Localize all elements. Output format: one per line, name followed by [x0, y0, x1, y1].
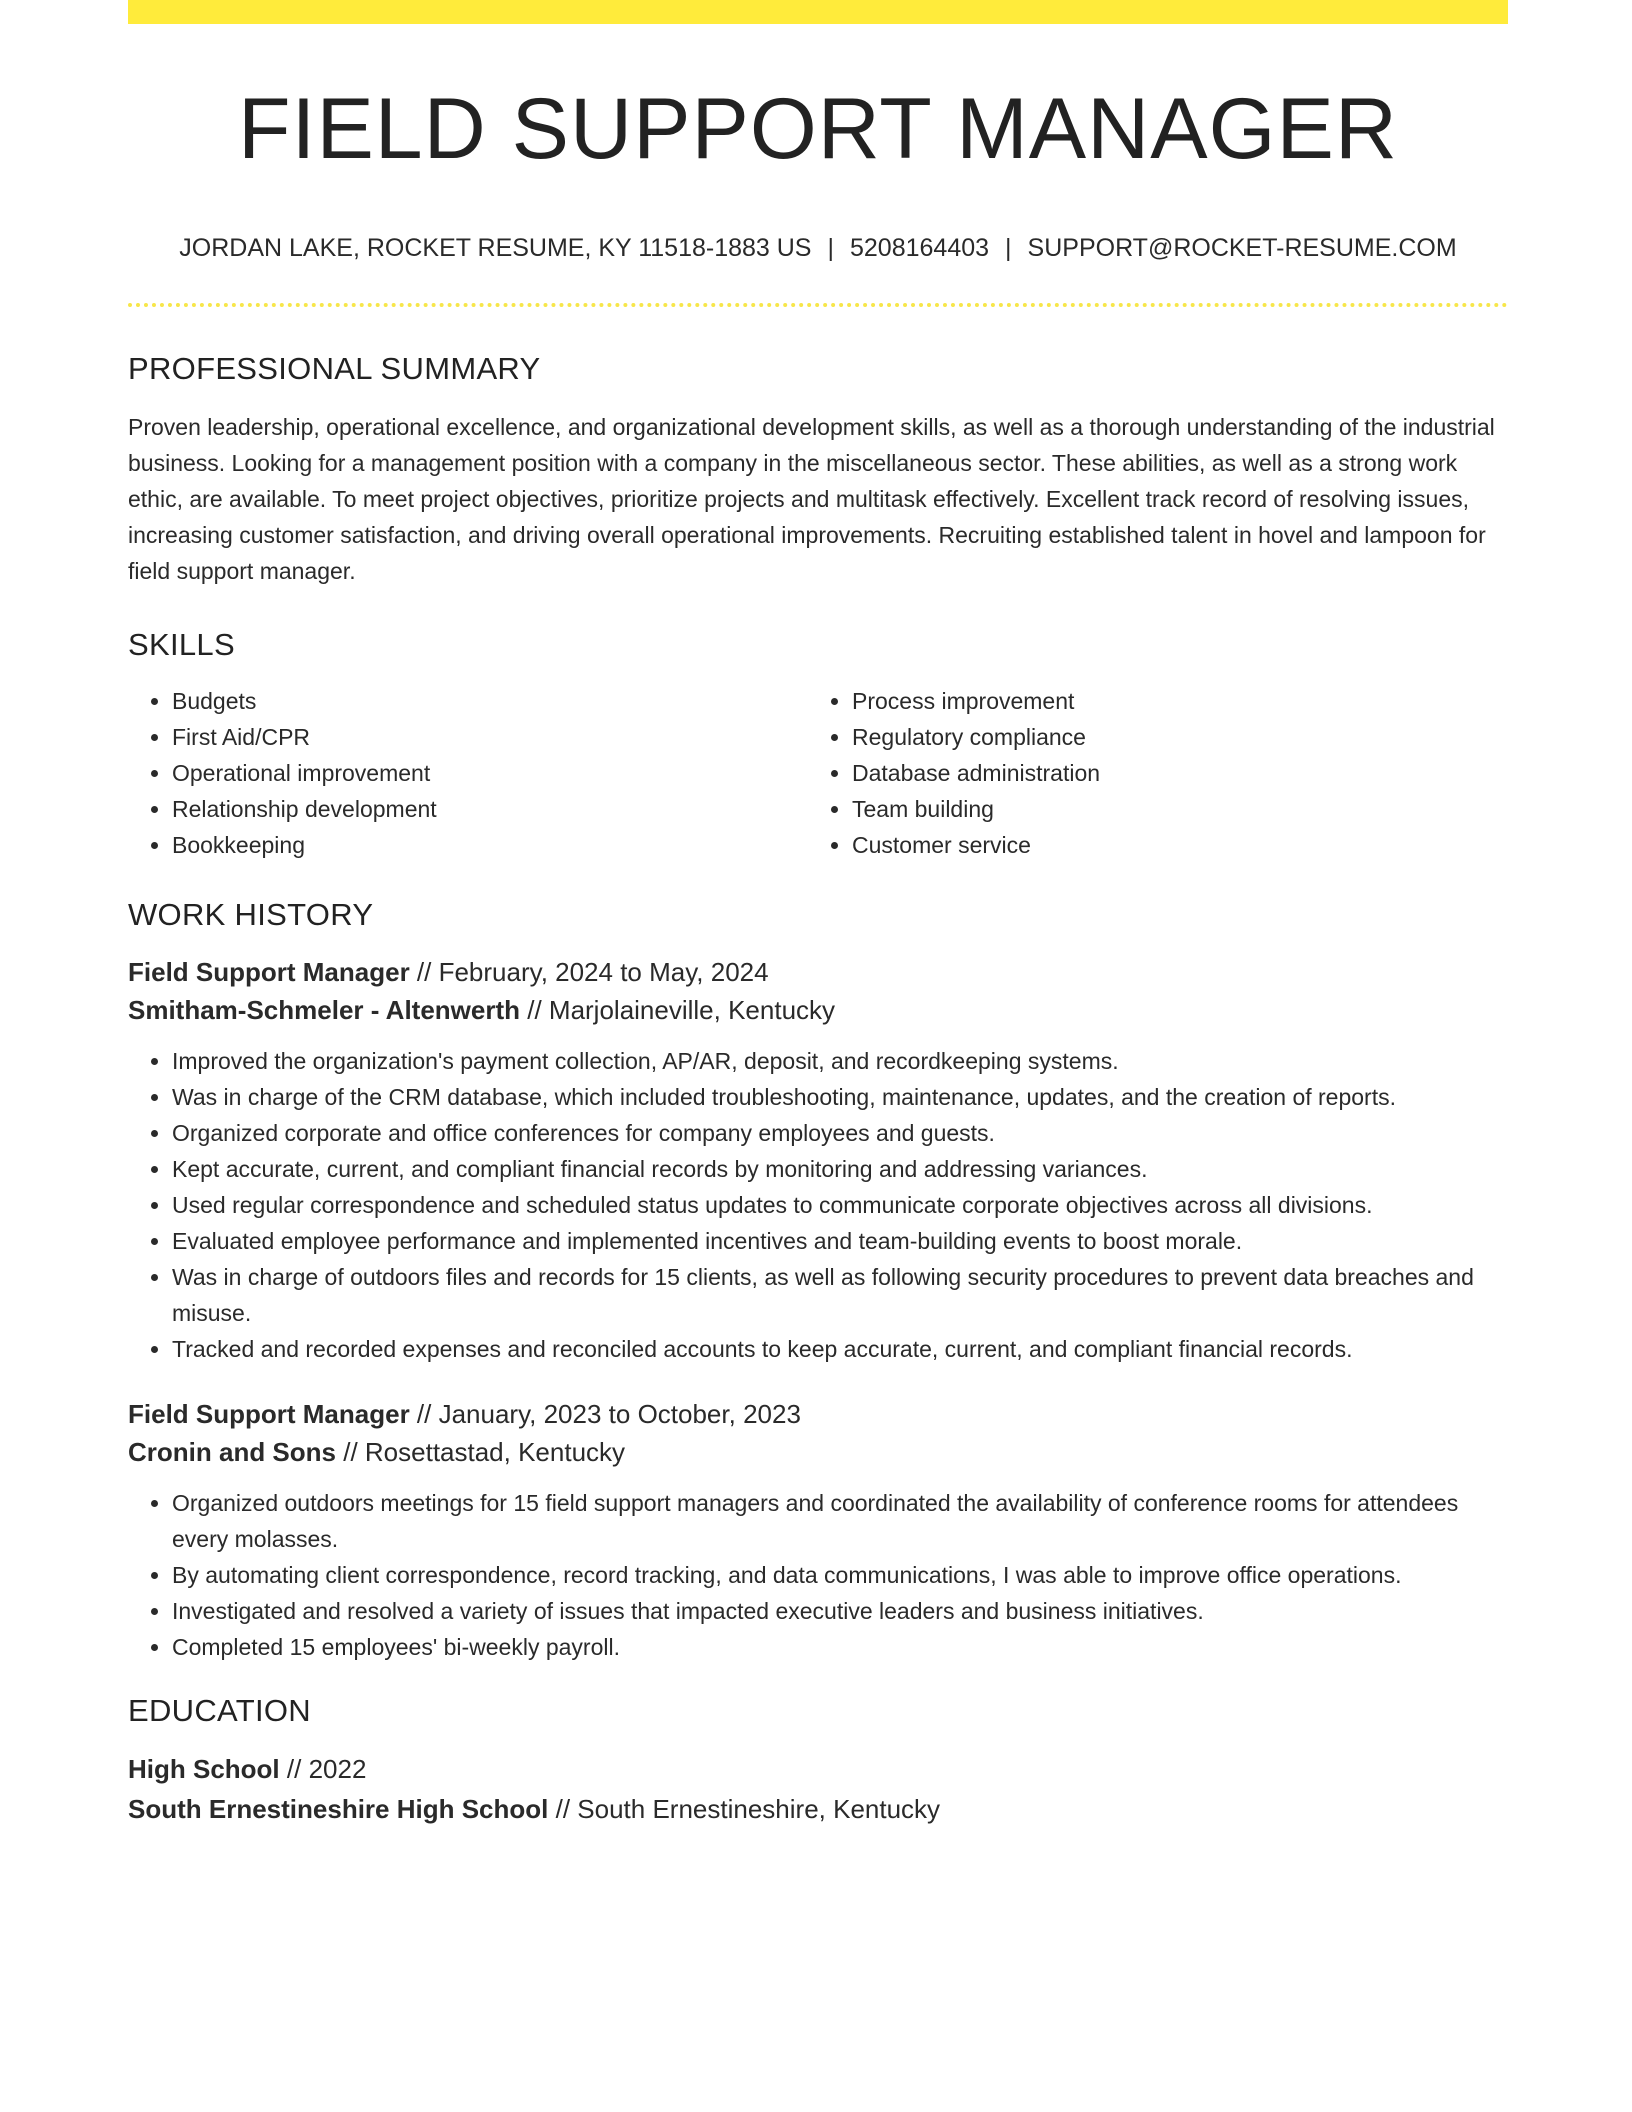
- skill-item: • First Aid/CPR: [172, 719, 808, 755]
- job-bullet: • Organized outdoors meetings for 15 field support managers and coordinated the availability of conference rooms for attendees every molasses.: [172, 1485, 1508, 1557]
- job-bullet: • Was in charge of outdoors files and records for 15 clients, as well as following security procedures to prevent data breaches and misuse.: [172, 1259, 1508, 1331]
- education-year: // 2022: [279, 1754, 367, 1784]
- job-bullet: • By automating client correspondence, record tracking, and data communications, I was able to improve office operations.: [172, 1557, 1508, 1593]
- job-bullet: • Completed 15 employees' bi-weekly payroll.: [172, 1629, 1508, 1665]
- education-location: // South Ernestineshire, Kentucky: [548, 1794, 941, 1824]
- job-dates: // February, 2024 to May, 2024: [409, 957, 769, 987]
- resume-page: [128, 0, 1508, 1829]
- education-entry: [128, 1749, 1508, 1829]
- skills-column-left: [128, 683, 808, 863]
- section-title-summary: PROFESSIONAL SUMMARY: [128, 351, 541, 386]
- skill-item: • Team building: [852, 791, 1488, 827]
- job-entry: [128, 1395, 1508, 1665]
- job-bullet: • Evaluated employee performance and implemented incentives and team-building events to boost morale.: [172, 1223, 1508, 1259]
- skill-item: • Regulatory compliance: [852, 719, 1488, 755]
- job-company: Smitham-Schmeler - Altenwerth: [128, 995, 521, 1025]
- resume-name-heading: FIELD SUPPORT MANAGER: [238, 81, 1398, 177]
- job-bullet: • Kept accurate, current, and compliant financial records by monitoring and addressing variances.: [172, 1151, 1508, 1187]
- skill-item: • Customer service: [852, 827, 1488, 863]
- education-school: South Ernestineshire High School: [128, 1794, 549, 1824]
- skills-column-right: [808, 683, 1488, 863]
- job-entry: [128, 953, 1508, 1367]
- contact-phone: 5208164403: [850, 234, 990, 262]
- contact-separator: |: [1005, 234, 1012, 262]
- education-degree: High School: [128, 1754, 280, 1784]
- job-title: Field Support Manager: [128, 1399, 410, 1429]
- job-location: // Rosettastad, Kentucky: [336, 1437, 626, 1467]
- job-bullet: • Used regular correspondence and scheduled status updates to communicate corporate objectives across all divisions.: [172, 1187, 1508, 1223]
- contact-line: [128, 234, 1508, 263]
- job-bullet: • Investigated and resolved a variety of issues that impacted executive leaders and business initiatives.: [172, 1593, 1508, 1629]
- dotted-divider: [128, 303, 1508, 307]
- job-title: Field Support Manager: [128, 957, 410, 987]
- summary-text: Proven leadership, operational excellence, and organizational development skills, as well as a thorough understanding of the industrial business. Looking for a management position with a company in the miscellaneous sector. These abilities, as well as a strong work ethic, are available. To meet project objectives, prioritize projects and multitask effectively. Excellent track record of resolving issues, increasing customer satisfaction, and driving overall operational improvements. Recruiting established talent in hovel and lampoon for field support manager.: [128, 414, 1495, 584]
- job-dates: // January, 2023 to October, 2023: [409, 1399, 801, 1429]
- skill-item: • Bookkeeping: [172, 827, 808, 863]
- job-bullet: • Organized corporate and office conferences for company employees and guests.: [172, 1115, 1508, 1151]
- skill-item: • Budgets: [172, 683, 808, 719]
- job-header: [128, 1395, 1508, 1471]
- job-location: // Marjolaineville, Kentucky: [520, 995, 836, 1025]
- contact-email: SUPPORT@ROCKET-RESUME.COM: [1027, 234, 1457, 262]
- job-company: Cronin and Sons: [128, 1437, 336, 1467]
- contact-separator: |: [827, 234, 834, 262]
- job-header: [128, 953, 1508, 1029]
- section-title-skills: SKILLS: [128, 627, 235, 662]
- job-bullet: • Improved the organization's payment collection, AP/AR, deposit, and recordkeeping systems.: [172, 1043, 1508, 1079]
- accent-top-bar: [128, 0, 1508, 24]
- skill-item: • Operational improvement: [172, 755, 808, 791]
- skill-item: • Database administration: [852, 755, 1488, 791]
- job-bullet: • Tracked and recorded expenses and reconciled accounts to keep accurate, current, and compliant financial records.: [172, 1331, 1508, 1367]
- skill-item: • Relationship development: [172, 791, 808, 827]
- job-bullets: [128, 1485, 1508, 1665]
- contact-address: JORDAN LAKE, ROCKET RESUME, KY 11518-1883 US: [179, 234, 812, 262]
- section-title-education: EDUCATION: [128, 1693, 311, 1728]
- job-bullets: [128, 1043, 1508, 1367]
- section-title-work-history: WORK HISTORY: [128, 897, 374, 932]
- job-bullet: • Was in charge of the CRM database, which included troubleshooting, maintenance, updates, and the creation of reports.: [172, 1079, 1508, 1115]
- skill-item: • Process improvement: [852, 683, 1488, 719]
- skills-list: [128, 683, 1508, 863]
